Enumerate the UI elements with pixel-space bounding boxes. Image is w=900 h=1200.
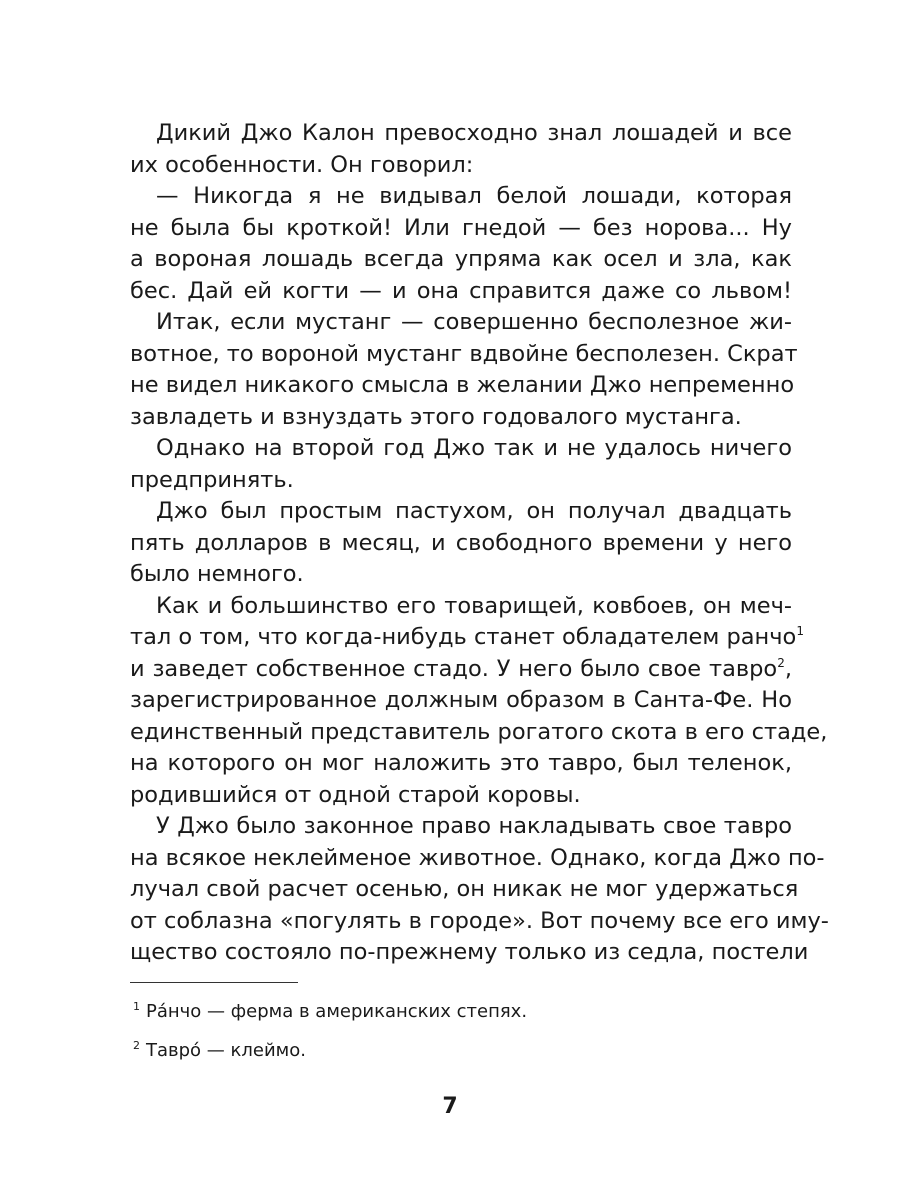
text-line (130, 150, 792, 182)
footnote-marker: 1 (133, 1000, 140, 1013)
text-line (130, 402, 792, 434)
text-line (130, 622, 804, 654)
text-line (130, 685, 792, 717)
line-text: на всякое неклейменое животное. Однако, когда Джо по- (130, 844, 825, 871)
footnote-2 (133, 1039, 306, 1063)
text-line (130, 118, 792, 150)
text-line (130, 307, 792, 339)
line-text: от соблазна «погулять в городе». Вот почему все его иму- (130, 907, 829, 934)
line-text: на которого он мог наложить это тавро, был теленок, (130, 750, 792, 776)
footnote-text: Ра́нчо — ферма в американских степях. (146, 1001, 528, 1022)
text-line (130, 654, 792, 686)
page-number: 7 (442, 1094, 458, 1119)
text-line (130, 780, 792, 812)
text-line (130, 874, 799, 906)
text-line (130, 906, 829, 938)
text-line (130, 276, 792, 308)
line-text: Однако на второй год Джо так и не удалось ничего (156, 435, 792, 461)
text-line (130, 181, 792, 213)
footnote-1 (133, 1000, 527, 1024)
line-text: зарегистрированное должным образом в Санта-Фе. Но (130, 687, 792, 713)
line-text: а вороная лошадь всегда упряма как осел и зла, как (130, 246, 792, 272)
footnote-text: Тавро́ — клеймо. (146, 1040, 306, 1061)
line-text: У Джо было законное право накладывать свое тавро (156, 813, 792, 839)
footnote-ref: 1 (796, 624, 804, 638)
footnote-divider (130, 982, 298, 983)
line-text: лучал свой расчет осенью, он никак не мог удержаться (130, 876, 799, 902)
line-text: не была бы кроткой! Или гнедой — без норова... Ну (130, 214, 792, 241)
text-line (130, 528, 792, 560)
text-line (130, 717, 828, 749)
line-text: Джо был простым пастухом, он получал двадцать (156, 498, 792, 524)
text-line (130, 213, 792, 245)
line-text: вотное, то вороной мустанг вдвойне бесполезен. Скрат (130, 340, 798, 367)
line-text: было немного. (130, 561, 304, 587)
text-line (130, 370, 795, 402)
text-line (130, 465, 792, 497)
text-line (130, 339, 798, 371)
line-text: завладеть и взнуздать этого годовалого мустанга. (130, 403, 742, 430)
text-line (130, 591, 792, 623)
body-text (130, 118, 829, 969)
line-text: щество состояло по-прежнему только из седла, постели (130, 939, 809, 965)
footnote-ref: 2 (777, 655, 785, 670)
text-line (130, 433, 792, 465)
line-text: Дикий Джо Калон превосходно знал лошадей и все (156, 120, 792, 146)
line-text: бес. Дай ей когти — и она справится даже со львом! (130, 277, 792, 304)
text-line (130, 937, 809, 969)
line-text: их особенности. Он говорил: (130, 151, 474, 178)
text-line (130, 244, 792, 276)
text-line (130, 559, 792, 591)
line-text: пять долларов в месяц, и свободного времени у него (130, 529, 792, 556)
line-text: тал о том, что когда-нибудь станет обладателем ранчо (130, 624, 797, 650)
line-text: Как и большинство его товарищей, ковбоев, он меч- (156, 592, 792, 619)
line-text: родившийся от одной старой коровы. (130, 781, 581, 808)
text-line (130, 748, 792, 780)
line-text: и заведет собственное стадо. У него было свое тавро (130, 655, 778, 682)
line-text: единственный представитель рогатого скота в его стаде, (130, 718, 828, 745)
line-text: Итак, если мустанг — совершенно бесполезное жи- (156, 309, 792, 335)
footnote-marker: 2 (133, 1039, 140, 1052)
text-line (130, 811, 792, 843)
line-text: — Никогда я не видывал белой лошади, которая (156, 183, 792, 209)
text-line (130, 496, 792, 528)
line-punct: , (784, 655, 792, 682)
text-line (130, 843, 825, 875)
line-text: предпринять. (130, 466, 294, 493)
line-text: не видел никакого смысла в желании Джо непременно (130, 372, 795, 398)
